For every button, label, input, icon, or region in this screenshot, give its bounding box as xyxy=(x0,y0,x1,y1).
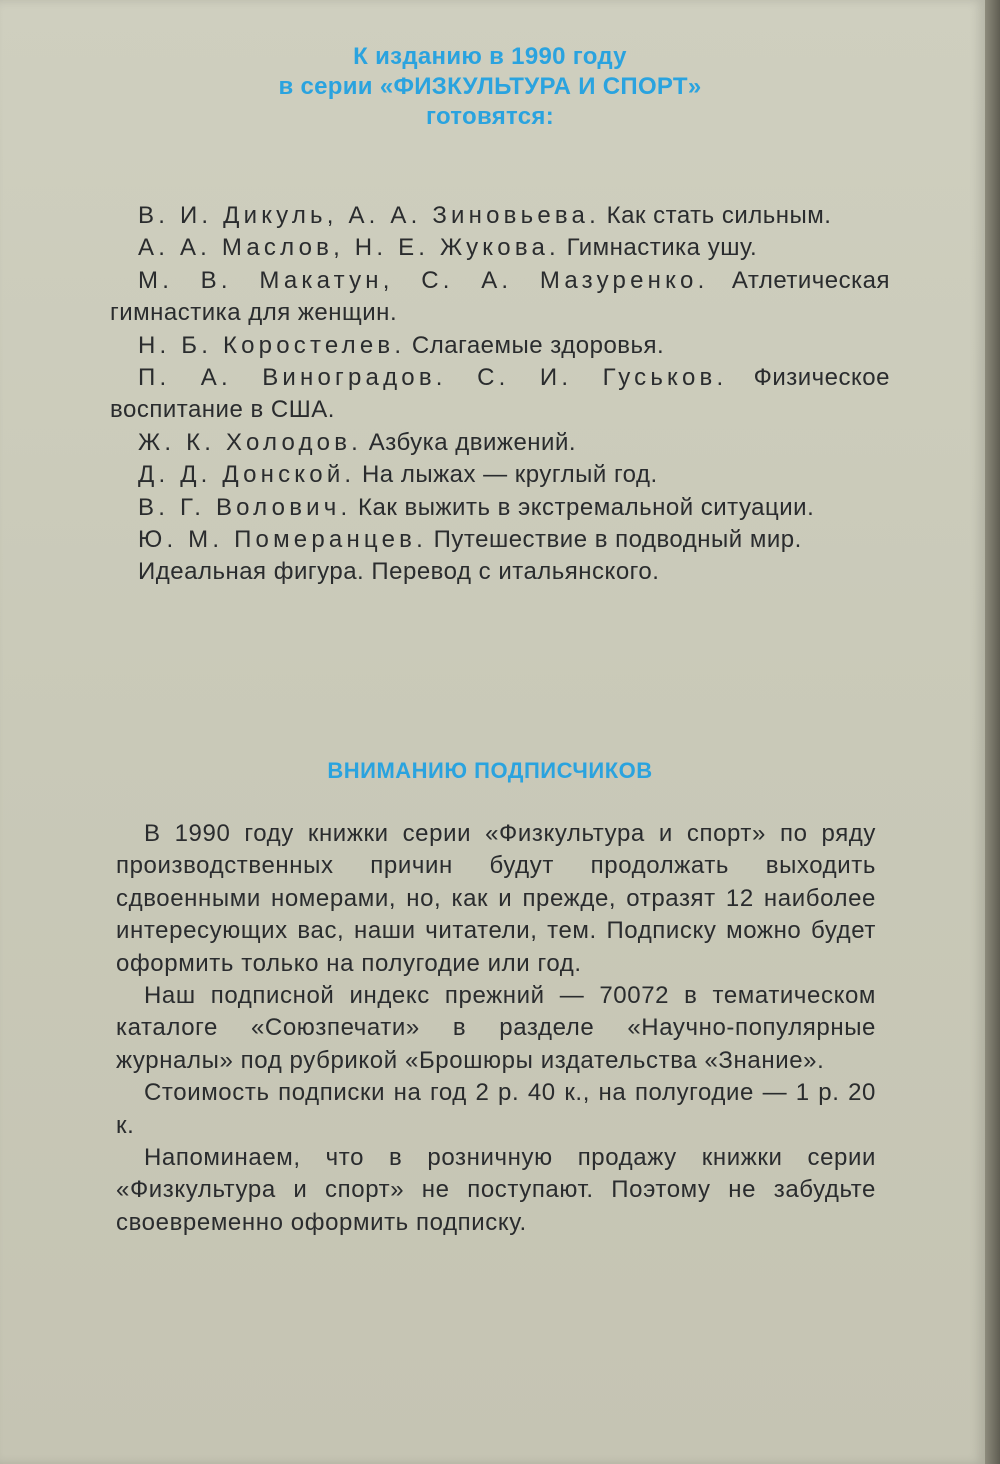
header-line-2: в серии «ФИЗКУЛЬТУРА И СПОРТ» xyxy=(278,73,702,100)
book-title: Путешествие в подводный мир. xyxy=(433,526,802,554)
book-entry xyxy=(110,265,890,330)
book-entry xyxy=(110,556,890,588)
book-entry xyxy=(110,330,890,362)
book-title: Идеальная фигура. Перевод с итальянского. xyxy=(138,558,660,586)
notice-paragraph: Наш подписной индекс прежний — 70072 в тематическом каталоге «Союзпечати» в разделе «Научно-популярные журналы» под рубрикой «Брошюры издательства «Знание». xyxy=(116,982,876,1074)
notice-paragraph: Стоимость подписки на год 2 р. 40 к., на полугодие — 1 р. 20 к. xyxy=(116,1079,876,1139)
book-title: Гимнастика ушу. xyxy=(566,234,758,262)
header-line-3: готовятся: xyxy=(425,103,555,130)
book-title: Атлетическая гимнастика для женщин. xyxy=(110,266,891,327)
book-entry xyxy=(110,200,890,232)
book-title: Физическое воспитание в США. xyxy=(110,364,890,424)
page-edge-shadow xyxy=(985,0,1000,1464)
book-title: Слагаемые здоровья. xyxy=(411,331,665,359)
book-author: М. В. Макатун, С. А. Мазуренко. xyxy=(138,266,709,294)
book-entry xyxy=(110,492,890,524)
book-title: Азбука движений. xyxy=(368,428,577,456)
book-title: Как выжить в экстремальной ситуации. xyxy=(358,493,815,521)
book-title: На лыжах — круглый год. xyxy=(361,461,658,489)
subscribers-heading: ВНИМАНИЮ ПОДПИСЧИКОВ xyxy=(327,758,653,783)
book-author: Д. Д. Донской. xyxy=(138,461,356,489)
subscribers-notice xyxy=(116,818,876,1239)
book-author: Н. Б. Коростелев. xyxy=(138,331,406,359)
header-line-1: К изданию в 1990 году xyxy=(353,43,627,70)
book-list xyxy=(110,200,890,589)
book-entry xyxy=(110,232,890,264)
book-author: Ж. К. Холодов. xyxy=(138,428,363,456)
announcement-header xyxy=(0,42,980,132)
book-entry xyxy=(110,459,890,491)
notice-paragraph: В 1990 году книжки серии «Физкультура и спорт» по ряду производственных причин будут продолжать выходить сдвоенными номерами, но, как и прежде, отразят 12 наиболее интересующих вас, наши читатели, тем. Подписку можно будет оформить только на полугодие или год. xyxy=(116,820,876,977)
notice-paragraph: Напоминаем, что в розничную продажу книжки серии «Физкультура и спорт» не поступают. Поэтому не забудьте своевременно оформить подписку. xyxy=(116,1144,876,1236)
book-author: П. А. Виноградов. С. И. Гуськов. xyxy=(138,364,728,392)
book-entry xyxy=(110,427,890,459)
book-title: Как стать сильным. xyxy=(606,202,832,229)
book-author: Ю. М. Померанцев. xyxy=(138,526,427,554)
book-author: В. И. Дикуль, А. А. Зиновьева. xyxy=(138,202,600,229)
book-author: В. Г. Волович. xyxy=(138,493,352,521)
book-entry xyxy=(110,524,890,556)
book-entry xyxy=(110,362,890,427)
book-author: А. А. Маслов, Н. Е. Жукова. xyxy=(138,234,560,262)
